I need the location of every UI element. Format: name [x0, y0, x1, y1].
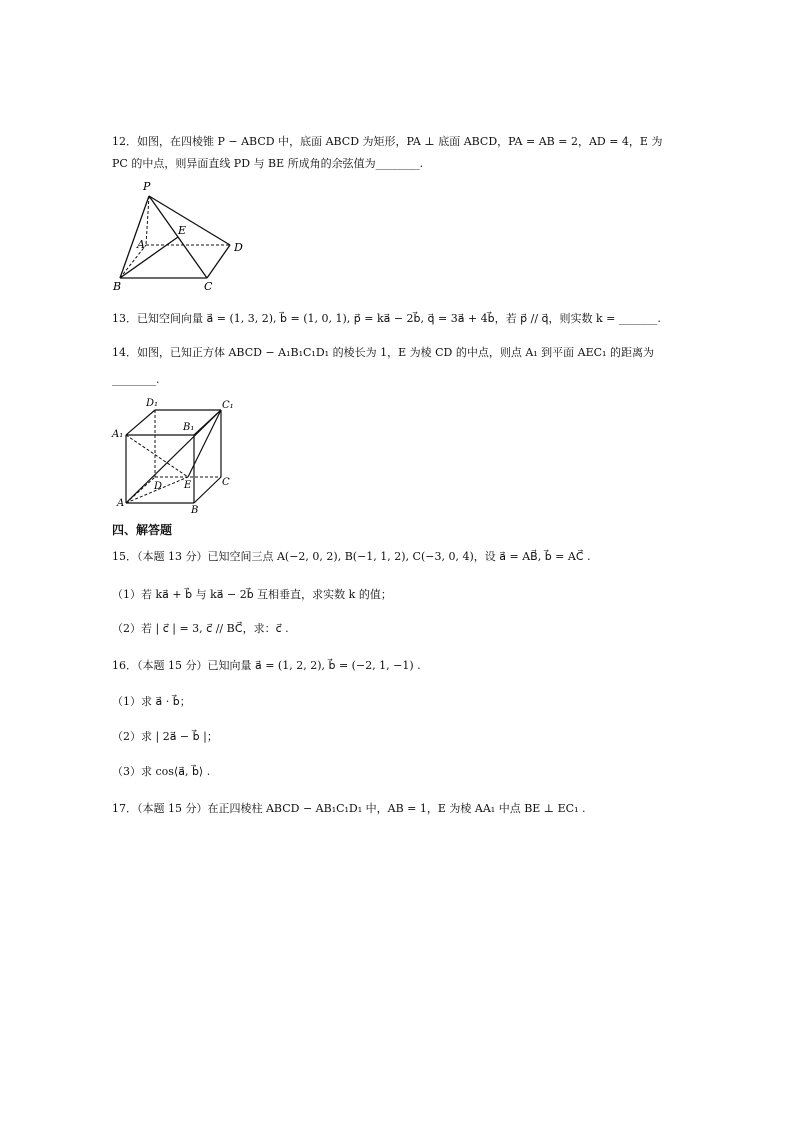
edge-A1D1 — [126, 410, 155, 435]
label-E: E — [184, 480, 192, 491]
q13-line1: 13．已知空间向量 a⃗ = (1, 3, 2), b⃗ = (1, 0, 1), p⃗ = ka⃗ − 2b⃗, q⃗ = 3a⃗ + 4b⃗，若 p⃗ // q⃗，则实数 k = _______. — [112, 312, 661, 325]
label-E: E — [178, 224, 187, 237]
q16-part3: （3）求 cos⟨a⃗, b⃗⟩ . — [112, 765, 211, 778]
edge-BC — [194, 477, 221, 503]
edge-AD-hidden — [126, 477, 155, 503]
label-A: A — [137, 238, 145, 251]
label-B: B — [113, 280, 122, 293]
segment-EC1 — [188, 410, 221, 477]
q15-line1: 15．（本题 13 分）已知空间三点 A(−2, 0, 2), B(−1, 1, 2), C(−3, 0, 4)，设 a⃗ = AB⃗, b⃗ = AC⃗ . — [112, 550, 591, 563]
q17-line1: 17．（本题 15 分）在正四棱柱 ABCD − AB₁C₁D₁ 中，AB = 1，E 为棱 AA₁ 中点 BE ⊥ EC₁ . — [112, 802, 586, 815]
q14-cube-figure — [112, 397, 237, 516]
label-B1: B₁ — [183, 422, 195, 433]
label-C: C — [204, 280, 213, 293]
label-D: D — [234, 241, 243, 254]
q16-line1: 16．（本题 15 分）已知向量 a⃗ = (1, 2, 2), b⃗ = (−2, 1, −1) . — [112, 659, 421, 672]
q14-line1: 14．如图，已知正方体 ABCD − A₁B₁C₁D₁ 的棱长为 1，E 为棱 CD 的中点，则点 A₁ 到平面 AEC₁ 的距离为 — [112, 346, 654, 359]
label-A1: A₁ — [112, 429, 124, 440]
label-C: C — [222, 477, 230, 488]
label-P: P — [143, 180, 151, 193]
q16-part1: （1）求 a⃗ · b⃗； — [112, 695, 191, 708]
q12-pyramid-figure — [110, 178, 260, 293]
label-A: A — [117, 498, 125, 509]
q15-part2: （2）若 | c⃗ | = 3, c⃗ // BC⃗，求：c⃗ . — [112, 622, 289, 635]
q15-part1: （1）若 ka⃗ + b⃗ 与 ka⃗ − 2b⃗ 互相垂直，求实数 k 的值； — [112, 588, 392, 601]
section-heading: 四、解答题 — [112, 523, 173, 537]
q12-line2: PC 的中点，则异面直线 PD 与 BE 所成角的余弦值为________. — [112, 157, 424, 170]
label-B: B — [191, 505, 199, 516]
q12-line1: 12．如图，在四棱锥 P − ABCD 中，底面 ABCD 为矩形，PA ⊥ 底面 ABCD，PA = AB = 2，AD = 4，E 为 — [112, 135, 663, 148]
label-D1: D₁ — [146, 398, 159, 409]
q16-part2: （2）求 | 2a⃗ − b⃗ |； — [112, 730, 218, 743]
q14-line2: ________. — [112, 373, 160, 386]
edge-PB — [120, 196, 149, 278]
segment-A1E-hidden — [126, 435, 188, 477]
label-D: D — [154, 481, 163, 492]
edge-CD — [207, 245, 230, 278]
segment-BE — [120, 237, 178, 278]
label-C1: C₁ — [222, 400, 234, 411]
segment-AC1 — [126, 410, 221, 503]
edge-PD — [149, 196, 230, 245]
